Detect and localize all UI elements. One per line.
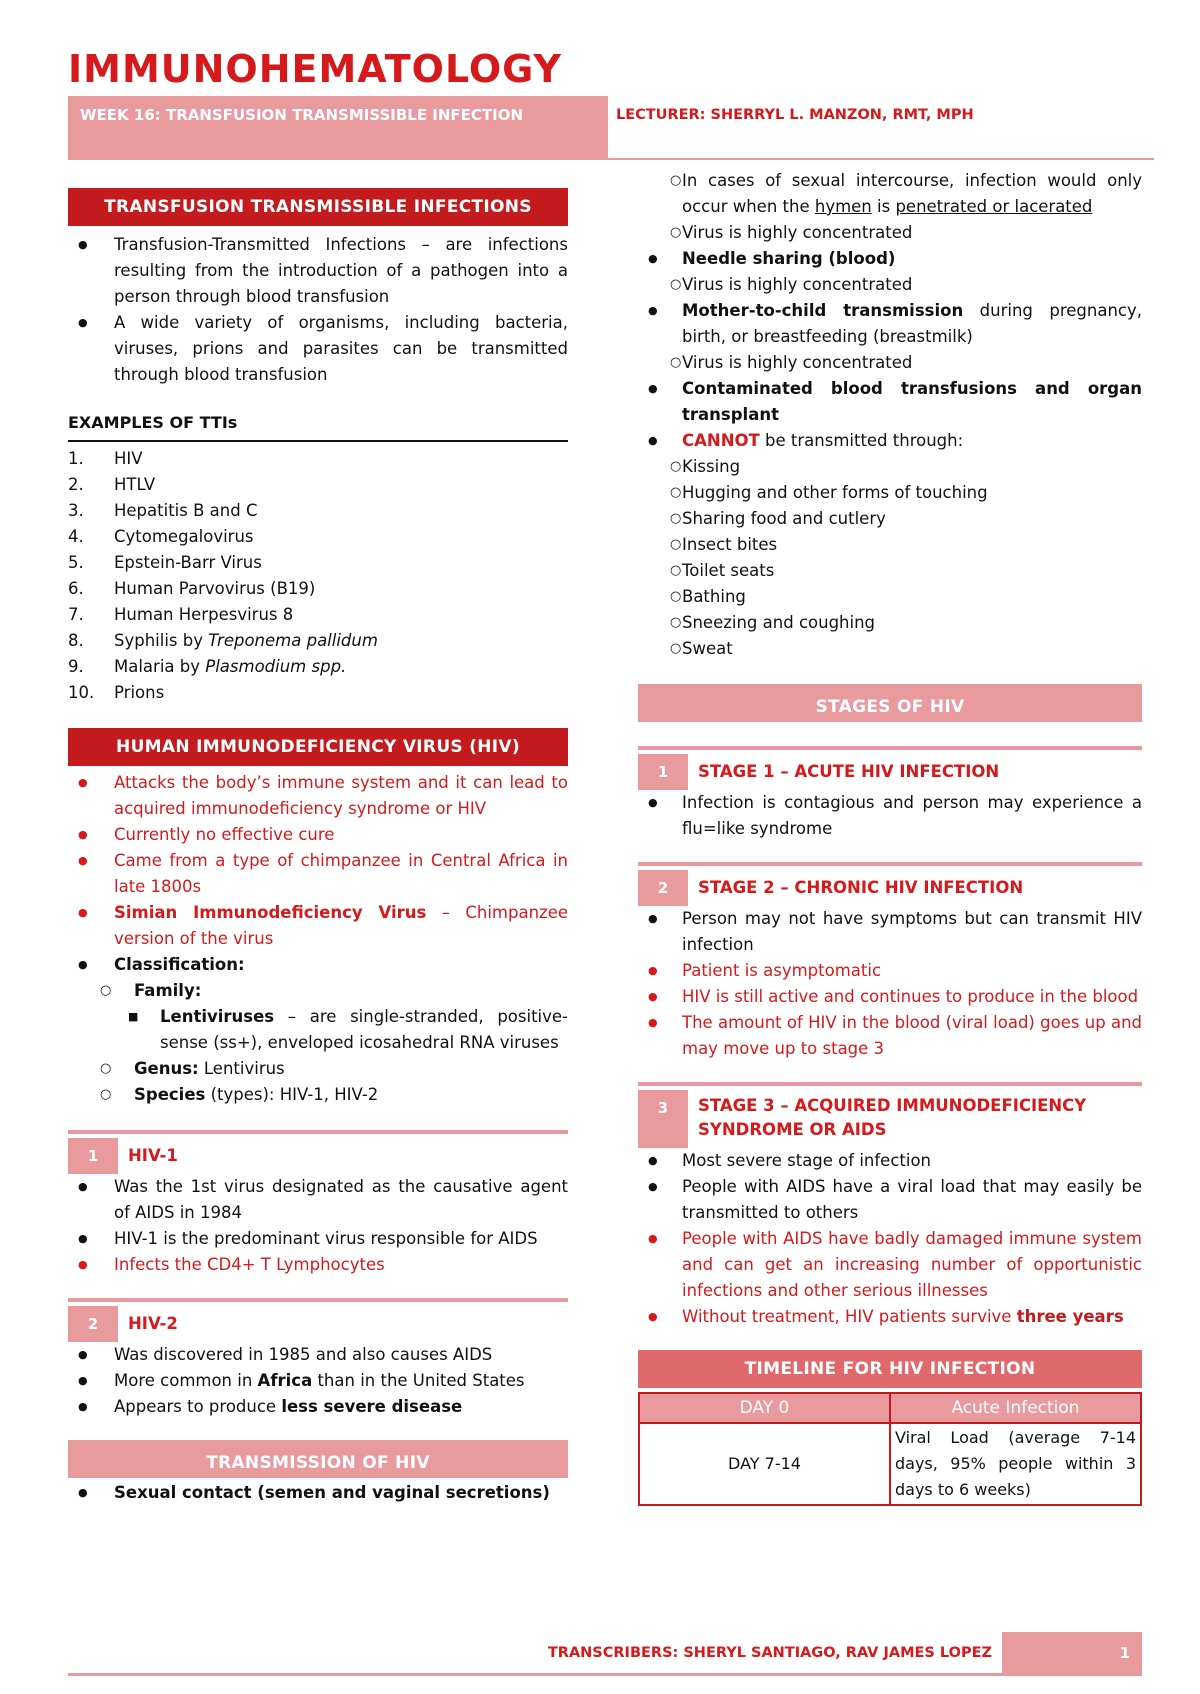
table-cell: DAY 7-14	[639, 1423, 890, 1505]
list-item: ● Without treatment, HIV patients survive three years	[638, 1304, 1142, 1330]
section-number: 1	[68, 1138, 118, 1174]
stage3-bullets	[638, 1148, 1142, 1330]
section-title: STAGE 2 – CHRONIC HIV INFECTION	[698, 878, 1024, 897]
timeline-banner: TIMELINE FOR HIV INFECTION	[638, 1350, 1142, 1388]
transmission-bullets-left	[68, 1480, 568, 1506]
list-item: 6. Human Parvovirus (B19)	[68, 579, 316, 598]
list-item: ○ Toilet seats	[638, 558, 1142, 584]
examples-list	[68, 446, 568, 706]
list-item: ■ Lentiviruses – are single-stranded, positive-sense (ss+), enveloped icosahedral RNA viruses	[68, 1004, 568, 1056]
list-item: ● A wide variety of organisms, including bacteria, viruses, prions and parasites can be transmitted through blood transfusion	[68, 310, 568, 388]
timeline-table	[638, 1392, 1142, 1506]
stage3-header	[638, 1082, 1142, 1148]
tti-bullets	[68, 232, 568, 388]
list-item: ○ Sharing food and cutlery	[638, 506, 1142, 532]
footer	[68, 1632, 1142, 1676]
list-item: ● HIV is still active and continues to produce in the blood	[638, 984, 1142, 1010]
list-item: 2. HTLV	[68, 475, 156, 494]
section-number: 3	[638, 1090, 688, 1148]
list-item: ○ In cases of sexual intercourse, infection would only occur when the hymen is penetrated or lacerated	[638, 168, 1142, 220]
table-row	[639, 1393, 1141, 1423]
week-header: WEEK 16: TRANSFUSION TRANSMISSIBLE INFECTION	[68, 96, 608, 160]
list-item: ● Appears to produce less severe disease	[68, 1394, 568, 1420]
examples-title: EXAMPLES OF TTIs	[68, 410, 568, 442]
right-column	[638, 168, 1142, 1506]
lecturer-header: LECTURER: SHERRYL L. MANZON, RMT, MPH	[608, 96, 1154, 160]
list-item: ● HIV-1 is the predominant virus responsible for AIDS	[68, 1226, 568, 1252]
list-item: ● Person may not have symptoms but can transmit HIV infection	[638, 906, 1142, 958]
section-title: STAGE 3 – ACQUIRED IMMUNODEFICIENCY SYNDROME OR AIDS	[698, 1096, 1087, 1139]
list-item: ● Contaminated blood transfusions and organ transplant	[638, 376, 1142, 428]
transmission-banner: TRANSMISSION OF HIV	[68, 1440, 568, 1478]
section-number: 2	[638, 870, 688, 906]
list-item: ● Classification:	[68, 952, 568, 978]
list-item: ● Transfusion-Transmitted Infections – are infections resulting from the introduction of a pathogen into a person through blood transfusion	[68, 232, 568, 310]
list-item: ○ Species (types): HIV-1, HIV-2	[68, 1082, 568, 1108]
list-item: 10. Prions	[68, 683, 165, 702]
section-number: 2	[68, 1306, 118, 1342]
page-title: IMMUNOHEMATOLOGY	[68, 47, 563, 91]
table-cell: Viral Load (average 7-14 days, 95% people within 3 days to 6 weeks)	[890, 1423, 1141, 1505]
list-item: ○ Hugging and other forms of touching	[638, 480, 1142, 506]
list-item: ● Infects the CD4+ T Lymphocytes	[68, 1252, 568, 1278]
table-cell: DAY 0	[639, 1393, 890, 1423]
list-item: ● More common in Africa than in the United States	[68, 1368, 568, 1394]
list-item: 9. Malaria by Plasmodium spp.	[68, 657, 347, 676]
transcribers: TRANSCRIBERS: SHERYL SANTIAGO, RAV JAMES LOPEZ	[547, 1645, 992, 1661]
list-item: ● Needle sharing (blood)	[638, 246, 1142, 272]
list-item: ● Was discovered in 1985 and also causes AIDS	[68, 1342, 568, 1368]
list-item: 3. Hepatitis B and C	[68, 501, 258, 520]
hiv2-header	[68, 1298, 568, 1342]
list-item: ● Sexual contact (semen and vaginal secretions)	[68, 1480, 568, 1506]
list-item: ○ Virus is highly concentrated	[638, 350, 1142, 376]
list-item: ● People with AIDS have badly damaged immune system and can get an increasing number of opportunistic infections and other serious illnesses	[638, 1226, 1142, 1304]
stage1-header	[638, 746, 1142, 790]
list-item: 4. Cytomegalovirus	[68, 527, 254, 546]
list-item: ○ Bathing	[638, 584, 1142, 610]
list-item: ● Mother-to-child transmission during pregnancy, birth, or breastfeeding (breastmilk)	[638, 298, 1142, 350]
hiv1-header	[68, 1130, 568, 1174]
table-cell: Acute Infection	[890, 1393, 1141, 1423]
list-item: ● CANNOT be transmitted through:	[638, 428, 1142, 454]
list-item: ○ Virus is highly concentrated	[638, 220, 1142, 246]
page-number: 1	[1002, 1632, 1142, 1674]
list-item: ● Currently no effective cure	[68, 822, 568, 848]
section-title: STAGE 1 – ACUTE HIV INFECTION	[698, 762, 1000, 781]
stages-banner: STAGES OF HIV	[638, 684, 1142, 722]
list-item: 5. Epstein-Barr Virus	[68, 553, 262, 572]
list-item: ○ Sweat	[638, 636, 1142, 662]
list-item: ○ Genus: Lentivirus	[68, 1056, 568, 1082]
stage2-header	[638, 862, 1142, 906]
list-item: 8. Syphilis by Treponema pallidum	[68, 631, 378, 650]
list-item: ○ Family:	[68, 978, 568, 1004]
list-item: ● Infection is contagious and person may experience a flu=like syndrome	[638, 790, 1142, 842]
table-row	[639, 1423, 1141, 1505]
hiv1-bullets	[68, 1174, 568, 1278]
left-column	[68, 188, 568, 1506]
list-item: ○ Kissing	[638, 454, 1142, 480]
transmission-bullets-right	[638, 168, 1142, 662]
hiv-bullets	[68, 770, 568, 1108]
section-title: HIV-1	[128, 1146, 178, 1165]
tti-banner: TRANSFUSION TRANSMISSIBLE INFECTIONS	[68, 188, 568, 226]
list-item: ● Simian Immunodeficiency Virus – Chimpanzee version of the virus	[68, 900, 568, 952]
list-item: ● People with AIDS have a viral load that may easily be transmitted to others	[638, 1174, 1142, 1226]
list-item: ● Patient is asymptomatic	[638, 958, 1142, 984]
list-item: 1. HIV	[68, 449, 143, 468]
list-item: ● Came from a type of chimpanzee in Central Africa in late 1800s	[68, 848, 568, 900]
list-item: ● Was the 1st virus designated as the causative agent of AIDS in 1984	[68, 1174, 568, 1226]
list-item: ○ Insect bites	[638, 532, 1142, 558]
list-item: ● The amount of HIV in the blood (viral load) goes up and may move up to stage 3	[638, 1010, 1142, 1062]
hiv-banner: HUMAN IMMUNODEFICIENCY VIRUS (HIV)	[68, 728, 568, 766]
stage1-bullets	[638, 790, 1142, 842]
list-item: ● Most severe stage of infection	[638, 1148, 1142, 1174]
list-item: 7. Human Herpesvirus 8	[68, 605, 294, 624]
list-item: ● Attacks the body’s immune system and it can lead to acquired immunodeficiency syndrome or HIV	[68, 770, 568, 822]
hiv2-bullets	[68, 1342, 568, 1420]
section-number: 1	[638, 754, 688, 790]
section-title: HIV-2	[128, 1314, 178, 1333]
stage2-bullets	[638, 906, 1142, 1062]
list-item: ○ Sneezing and coughing	[638, 610, 1142, 636]
list-item: ○ Virus is highly concentrated	[638, 272, 1142, 298]
